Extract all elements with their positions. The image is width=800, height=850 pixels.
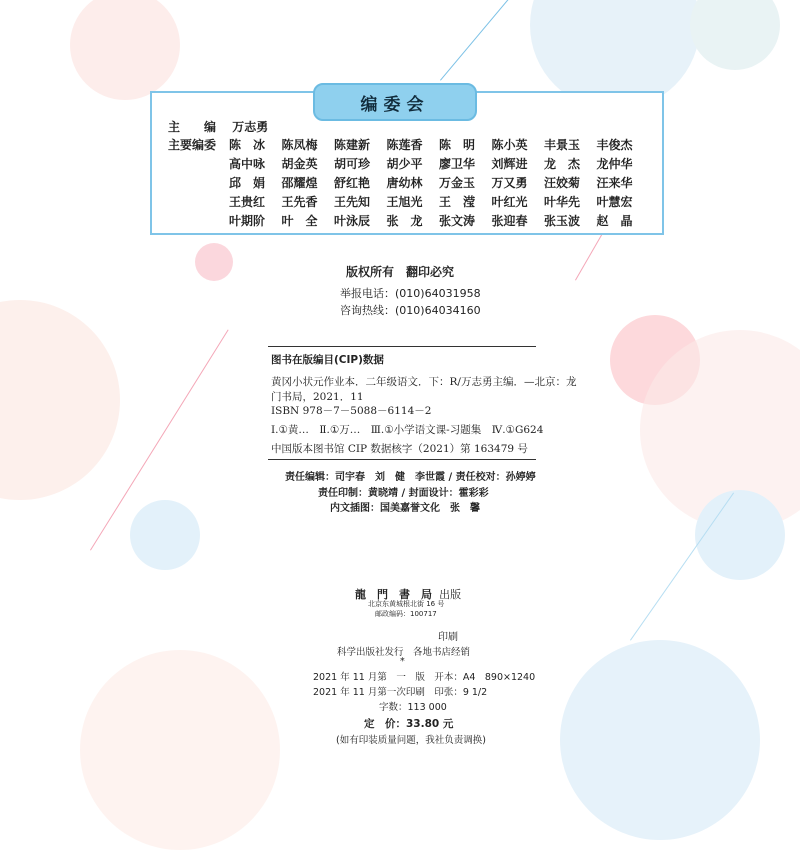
separator-star: * (400, 656, 405, 667)
committee-member: 王 滢 (439, 195, 476, 209)
printer-label: 印刷 (438, 632, 458, 643)
committee-member: 叶泳辰 (334, 214, 371, 228)
publisher-action: 出版 (439, 588, 462, 601)
cip-classification: Ⅰ.①黄… Ⅱ.①万… Ⅲ.①小学语文课-习题集 Ⅳ.①G624 (271, 424, 544, 436)
price: 定 价：33.80 元 (364, 718, 454, 730)
deco-circle-bottom-left (80, 650, 280, 850)
cip-record: 中国版本图书馆 CIP 数据核字（2021）第 163479 号 (271, 443, 528, 455)
committee-member: 王先知 (334, 195, 371, 209)
members-label-row (168, 135, 228, 155)
members-label: 主要编委 (168, 138, 217, 152)
deco-circle-right-blue (695, 490, 785, 580)
publisher-address: 北京东黄城根北街 16 号 (368, 600, 445, 608)
committee-member: 廖卫华 (439, 157, 476, 171)
committee-member: 丰俊杰 (596, 138, 633, 152)
committee-member: 陈小英 (491, 138, 528, 152)
committee-member: 赵 晶 (596, 214, 633, 228)
committee-title: 编委会 (313, 83, 477, 121)
quality-note: (如有印装质量问题，我社负责调换) (336, 735, 486, 746)
committee-member: 叶慧宏 (596, 195, 633, 209)
deco-line-blue (440, 0, 518, 81)
cip-line2: 门书局，2021．11 (271, 391, 364, 403)
committee-member: 龙 杰 (544, 157, 581, 171)
deco-circle-left-blue (130, 500, 200, 570)
committee-member: 胡可珍 (334, 157, 371, 171)
deco-circle-top-left (70, 0, 180, 100)
committee-member: 邱 娟 (229, 176, 266, 190)
committee-member: 汪姣菊 (544, 176, 581, 190)
credits-line2: 责任印制：黄晓靖 / 封面设计：霍彩彩 (318, 488, 489, 499)
committee-member: 胡金英 (281, 157, 318, 171)
cip-line1: 黄冈小状元作业本．二年级语文．下：R/万志勇主编．—北京：龙 (271, 376, 577, 388)
committee-member: 张迎春 (491, 214, 528, 228)
committee-member: 叶红光 (491, 195, 528, 209)
committee-member: 龙仲华 (596, 157, 633, 171)
committee-member: 刘辉进 (491, 157, 528, 171)
committee-member: 高中咏 (229, 157, 266, 171)
publisher-postcode: 邮政编码：100717 (375, 610, 437, 618)
publisher-name: 龍 門 書 局 (355, 588, 432, 601)
committee-member: 王先香 (281, 195, 318, 209)
distribution: 科学出版社发行 各地书店经销 (337, 647, 471, 658)
committee-member: 叶期阶 (229, 214, 266, 228)
committee-member: 叶 全 (281, 214, 318, 228)
committee-member: 舒红艳 (334, 176, 371, 190)
committee-member: 张 龙 (386, 214, 423, 228)
committee-member: 叶华先 (544, 195, 581, 209)
printing-info: 2021 年 11 月第一次印刷 印张：9 1/2 (313, 687, 488, 698)
cip-heading: 图书在版编目(CIP)数据 (271, 354, 384, 366)
hotline-phone: 咨询热线：(010)64034160 (340, 304, 481, 317)
cip-top-rule (268, 346, 536, 347)
committee-member: 万金玉 (439, 176, 476, 190)
edition-info: 2021 年 11 月第 一 版 开本：A4 890×1240 (313, 672, 536, 683)
committee-member: 汪来华 (596, 176, 633, 190)
committee-member: 陈 冰 (229, 138, 266, 152)
copyright-notice: 版权所有 翻印必究 (345, 265, 454, 279)
committee-member: 万又勇 (491, 176, 528, 190)
cip-bottom-rule (268, 459, 536, 460)
credits-line3: 内文插图：国美嘉誉文化 张 馨 (330, 503, 480, 514)
report-phone: 举报电话：(010)64031958 (340, 287, 481, 300)
committee-member: 邵耀煌 (281, 176, 318, 190)
committee-member: 陈凤梅 (281, 138, 318, 152)
committee-member: 王旭光 (386, 195, 423, 209)
deco-circle-top-right-small (690, 0, 780, 70)
committee-member: 陈建新 (334, 138, 371, 152)
deco-circle-left (0, 300, 120, 500)
cip-isbn: ISBN 978－7－5088－6114－2 (271, 405, 432, 417)
committee-member: 张文涛 (439, 214, 476, 228)
chief-editor-row (168, 117, 268, 137)
committee-member: 王贵红 (229, 195, 266, 209)
committee-member: 丰景玉 (544, 138, 581, 152)
committee-member: 陈莲香 (386, 138, 423, 152)
word-count: 字数：113 000 (379, 702, 447, 713)
committee-member: 唐幼林 (386, 176, 423, 190)
chief-editor-name: 万志勇 (232, 120, 269, 134)
chief-editor-label: 主 编 (168, 120, 217, 134)
committee-member: 陈 明 (439, 138, 476, 152)
credits-line1: 责任编辑：司宇春 刘 健 李世霞 / 责任校对：孙婷婷 (285, 472, 536, 483)
deco-circle-bottom-right (560, 640, 760, 840)
committee-member: 胡少平 (386, 157, 423, 171)
committee-member: 张玉波 (544, 214, 581, 228)
